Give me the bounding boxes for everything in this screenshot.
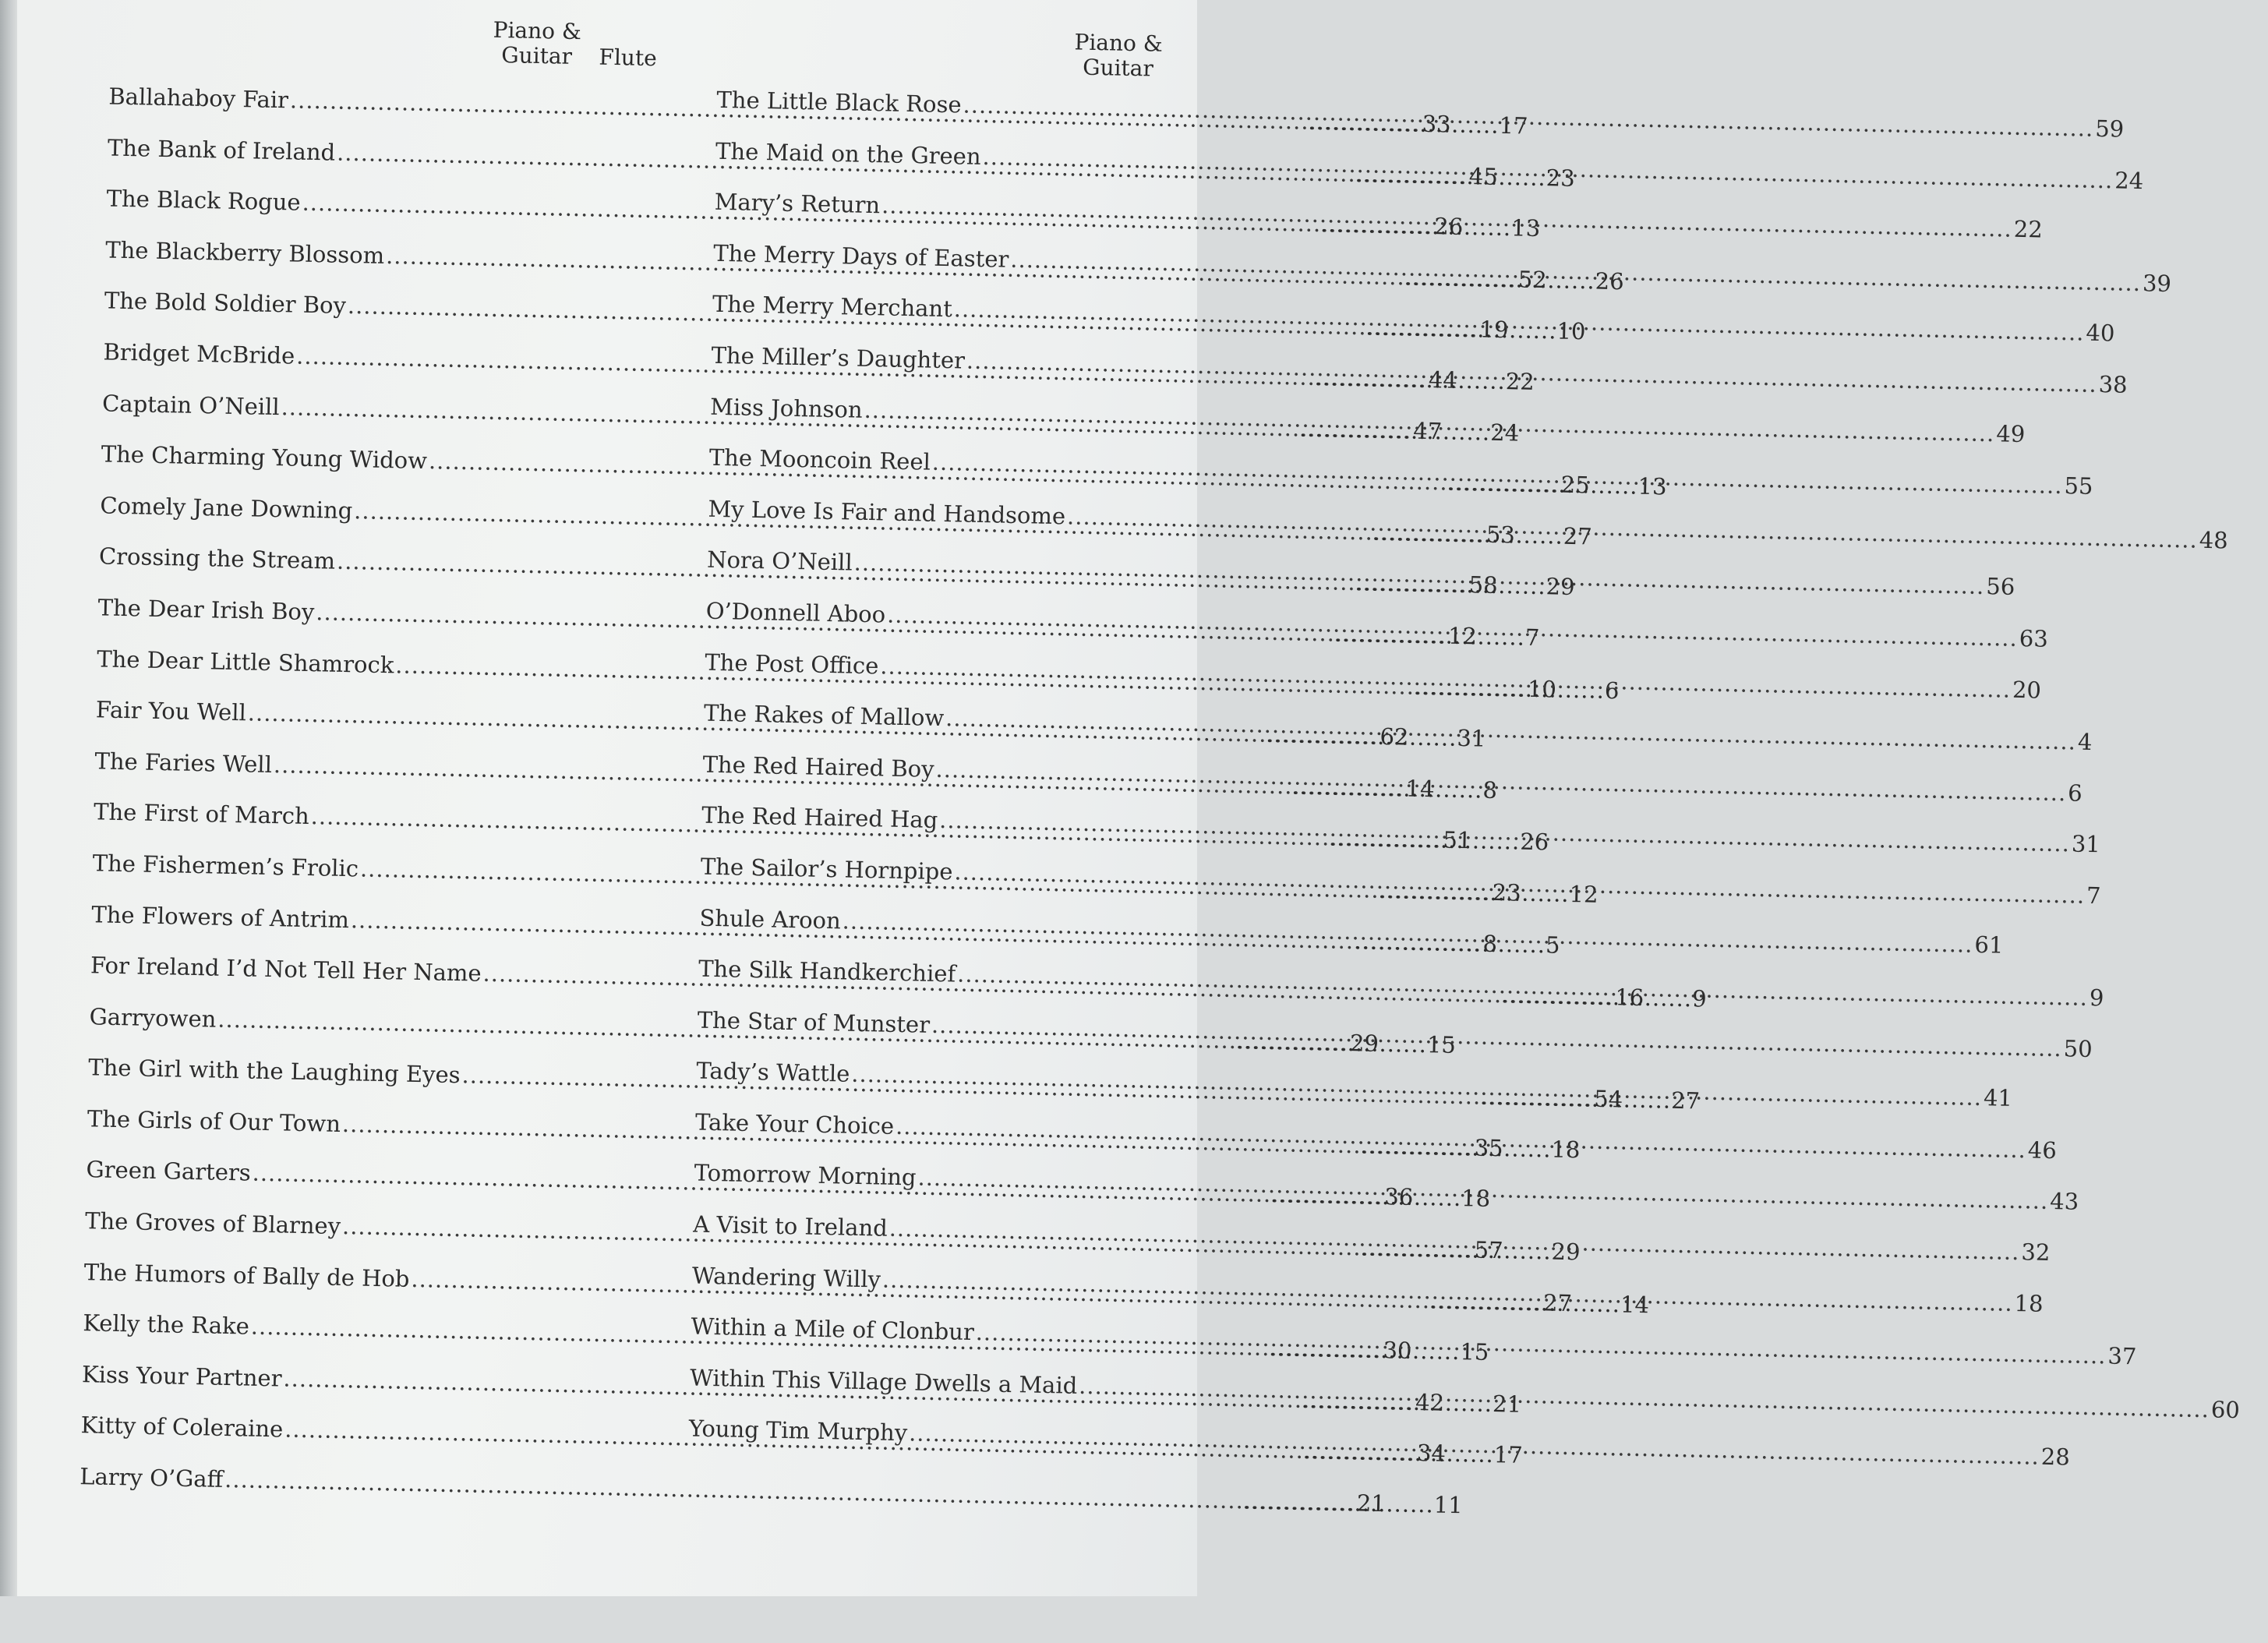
flute-page-number: 8 <box>1482 776 1498 804</box>
flute-page-number: 26 <box>1519 828 1549 856</box>
song-title: Kitty of Coleraine <box>80 1412 284 1443</box>
flute-page-number: 22 <box>1505 368 1535 395</box>
song-title: O’Donnell Aboo <box>705 597 886 628</box>
song-title: The Dear Little Shamrock <box>96 645 394 678</box>
song-title: The Merry Merchant <box>712 291 953 323</box>
left-piano-guitar-header-line2: Guitar <box>500 42 573 69</box>
flute-page-number: 18 <box>1461 1185 1491 1213</box>
song-title: Shule Aroon <box>699 904 842 934</box>
piano-guitar-page-number: 32 <box>2021 1238 2051 1267</box>
song-title: The Star of Munster <box>697 1006 931 1038</box>
piano-guitar-page-number: 52 <box>1517 266 1548 293</box>
piano-guitar-page-number: 28 <box>2040 1443 2071 1472</box>
song-title: The Silk Handkerchief <box>698 955 956 988</box>
song-title: A Visit to Ireland <box>692 1210 888 1242</box>
left-flute-header: Flute <box>599 44 658 72</box>
song-title: The Bold Soldier Boy <box>104 287 347 320</box>
song-title: Within This Village Dwells a Maid <box>689 1364 1078 1399</box>
piano-guitar-page-number: 29 <box>1349 1029 1380 1057</box>
piano-guitar-page-number: 43 <box>2049 1188 2079 1216</box>
piano-guitar-page-number: 42 <box>1415 1388 1445 1416</box>
left-piano-guitar-header <box>482 18 592 70</box>
piano-guitar-page-number: 59 <box>2094 115 2125 143</box>
piano-guitar-page-number: 47 <box>1412 417 1443 444</box>
dot-leader <box>935 756 2066 806</box>
piano-guitar-page-number: 53 <box>1486 521 1516 549</box>
flute-page-number: 15 <box>1460 1338 1489 1366</box>
piano-guitar-page-number: 9 <box>2089 984 2104 1012</box>
flute-page-number: 26 <box>1595 267 1624 295</box>
piano-guitar-page-number: 49 <box>1995 419 2026 447</box>
piano-guitar-page-number: 4 <box>2077 728 2093 756</box>
flute-page-number: 24 <box>1489 419 1520 447</box>
song-title: The Dear Irish Boy <box>97 594 315 626</box>
flute-page-number: 12 <box>1569 880 1599 908</box>
song-title: The Groves of Blarney <box>84 1207 341 1240</box>
right-piano-guitar-header-line1: Piano & <box>1074 29 1164 57</box>
dot-leader <box>1079 1373 2210 1422</box>
song-title: Fair You Well <box>95 696 247 726</box>
flute-page-number: 10 <box>1556 317 1586 345</box>
piano-guitar-page-number: 50 <box>2063 1034 2093 1062</box>
song-title: The Miller’s Daughter <box>711 341 966 374</box>
song-title: The Red Haired Hag <box>701 801 938 834</box>
piano-guitar-page-number: 20 <box>2012 676 2042 704</box>
piano-guitar-page-number: 40 <box>2086 320 2115 347</box>
song-title: Take Your Choice <box>694 1108 895 1140</box>
song-title: The Flowers of Antrim <box>91 900 350 933</box>
song-title: The Bank of Ireland <box>107 134 336 166</box>
flute-page-number: 17 <box>1499 111 1528 140</box>
flute-page-number: 13 <box>1637 472 1667 500</box>
piano-guitar-page-number: 38 <box>2098 371 2128 398</box>
piano-guitar-page-number: 27 <box>1542 1289 1573 1316</box>
piano-guitar-page-number: 51 <box>1443 826 1472 854</box>
song-title: The Girl with the Laughing Eyes <box>87 1054 461 1089</box>
piano-guitar-page-number: 6 <box>2067 779 2083 807</box>
piano-guitar-page-number: 35 <box>1474 1134 1503 1162</box>
piano-guitar-page-number: 44 <box>1428 366 1458 394</box>
song-title: Miss Johnson <box>709 393 864 423</box>
flute-page-number: 18 <box>1551 1136 1581 1164</box>
flute-page-number: 27 <box>1563 522 1593 550</box>
flute-page-number: 6 <box>1604 677 1620 704</box>
song-title: Tomorrow Morning <box>694 1159 917 1191</box>
piano-guitar-page-number: 57 <box>1474 1236 1504 1264</box>
song-title: The Maid on the Green <box>715 137 981 170</box>
song-title: Ballahaboy Fair <box>108 83 289 114</box>
right-piano-guitar-header-line2: Guitar <box>1082 54 1154 82</box>
song-title: Kelly the Rake <box>83 1309 250 1340</box>
piano-guitar-page-number: 60 <box>2210 1396 2241 1423</box>
flute-page-number: 29 <box>1551 1238 1581 1266</box>
flute-page-number: 5 <box>1545 931 1560 959</box>
song-title: The Faries Well <box>94 747 273 778</box>
piano-guitar-page-number: 34 <box>1416 1440 1447 1468</box>
song-title: The Mooncoin Reel <box>708 443 931 475</box>
piano-guitar-page-number: 23 <box>1492 878 1521 906</box>
flute-page-number: 23 <box>1546 164 1575 192</box>
song-title: The First of March <box>93 798 310 830</box>
piano-guitar-page-number: 56 <box>1986 573 2015 601</box>
piano-guitar-page-number: 22 <box>2013 215 2044 243</box>
piano-guitar-page-number: 19 <box>1479 316 1509 344</box>
song-title: The Red Haired Boy <box>702 751 934 783</box>
flute-page-number: 11 <box>1433 1491 1464 1519</box>
piano-guitar-page-number: 33 <box>1422 110 1451 138</box>
piano-guitar-page-number: 31 <box>2071 830 2101 858</box>
song-title: The Humors of Bally de Hob <box>83 1258 410 1292</box>
piano-guitar-page-number: 39 <box>2142 269 2172 297</box>
song-title: Green Garters <box>86 1156 252 1187</box>
flute-page-number: 14 <box>1620 1291 1650 1318</box>
song-title: For Ireland I’d Not Tell Her Name <box>90 952 482 987</box>
piano-guitar-page-number: 61 <box>1974 931 2004 959</box>
piano-guitar-page-number: 58 <box>1468 571 1499 599</box>
piano-guitar-page-number: 24 <box>2114 167 2144 194</box>
song-title: The Little Black Rose <box>716 86 962 118</box>
piano-guitar-page-number: 45 <box>1468 162 1499 190</box>
piano-guitar-page-number: 62 <box>1380 723 1409 751</box>
left-piano-guitar-header-line1: Piano & <box>493 16 582 45</box>
song-title: The Fishermen’s Frolic <box>92 850 359 882</box>
song-title: Captain O’Neill <box>101 389 281 420</box>
song-title: Within a Mile of Clonbur <box>691 1313 975 1346</box>
song-title: Kiss Your Partner <box>81 1360 282 1392</box>
piano-guitar-page-number: 48 <box>2199 526 2229 554</box>
dot-leader <box>1067 503 2198 553</box>
dot-leader <box>931 1012 2062 1062</box>
piano-guitar-page-number: 12 <box>1447 622 1478 650</box>
dot-leader <box>945 705 2076 754</box>
piano-guitar-page-number: 30 <box>1383 1337 1412 1365</box>
song-title: Young Tim Murphy <box>688 1415 908 1447</box>
flute-page-number: 29 <box>1546 573 1575 601</box>
song-title: Nora O’Neill <box>706 546 853 576</box>
flute-page-number: 9 <box>1691 985 1707 1012</box>
flute-page-number: 13 <box>1510 214 1541 242</box>
song-title: The Blackberry Blossom <box>104 236 385 269</box>
right-piano-guitar-header <box>1063 30 1173 82</box>
song-title: The Rakes of Mallow <box>703 699 945 732</box>
songbook-index-page <box>17 0 2241 1596</box>
song-title: Tady’s Wattle <box>696 1057 850 1087</box>
piano-guitar-page-number: 41 <box>1983 1084 2013 1112</box>
song-title: My Love Is Fair and Handsome <box>708 495 1066 530</box>
song-title: Bridget McBride <box>103 338 295 369</box>
flute-page-number: 17 <box>1493 1441 1524 1469</box>
piano-guitar-page-number: 21 <box>1356 1489 1387 1518</box>
song-title: The Charming Young Widow <box>101 440 428 475</box>
piano-guitar-page-number: 25 <box>1560 471 1590 499</box>
song-title: The Merry Days of Easter <box>713 239 1009 273</box>
flute-page-number: 7 <box>1524 624 1540 652</box>
piano-guitar-page-number: 26 <box>1433 213 1464 241</box>
piano-guitar-page-number: 7 <box>2086 882 2101 910</box>
piano-guitar-page-number: 8 <box>1482 930 1498 957</box>
piano-guitar-page-number: 16 <box>1614 984 1644 1012</box>
flute-page-number: 31 <box>1457 725 1486 752</box>
dot-leader <box>975 1319 2106 1369</box>
song-title: The Sailor’s Hornpipe <box>700 853 953 885</box>
flute-column <box>1385 1490 1463 1518</box>
piano-guitar-page-number: 37 <box>2107 1342 2137 1370</box>
song-title: Garryowen <box>89 1002 217 1033</box>
flute-page-number: 21 <box>1492 1390 1522 1418</box>
piano-guitar-page-number: 10 <box>1527 675 1557 703</box>
song-title: The Post Office <box>705 648 879 679</box>
piano-guitar-page-number: 36 <box>1384 1183 1414 1211</box>
piano-guitar-page-number: 18 <box>2014 1289 2044 1317</box>
piano-guitar-page-number: 54 <box>1593 1085 1623 1113</box>
flute-page-number: 15 <box>1426 1030 1457 1058</box>
flute-page-number: 27 <box>1670 1087 1701 1115</box>
piano-guitar-page-number: 63 <box>2019 624 2049 652</box>
song-title: Mary’s Return <box>714 188 881 219</box>
piano-guitar-page-number: 46 <box>2027 1136 2058 1164</box>
song-title: Crossing the Stream <box>98 542 336 575</box>
piano-guitar-page-number: 14 <box>1405 775 1435 803</box>
piano-guitar-page-number: 55 <box>2064 472 2093 500</box>
song-title: Comely Jane Downing <box>100 492 353 524</box>
song-title: The Girls of Our Town <box>87 1105 341 1137</box>
song-title: Larry O’Gaff <box>79 1463 224 1493</box>
dot-leader <box>963 91 2093 141</box>
dot-leader <box>1385 1490 1434 1518</box>
song-title: The Black Rogue <box>106 185 302 216</box>
song-title: Wandering Willy <box>691 1262 881 1293</box>
